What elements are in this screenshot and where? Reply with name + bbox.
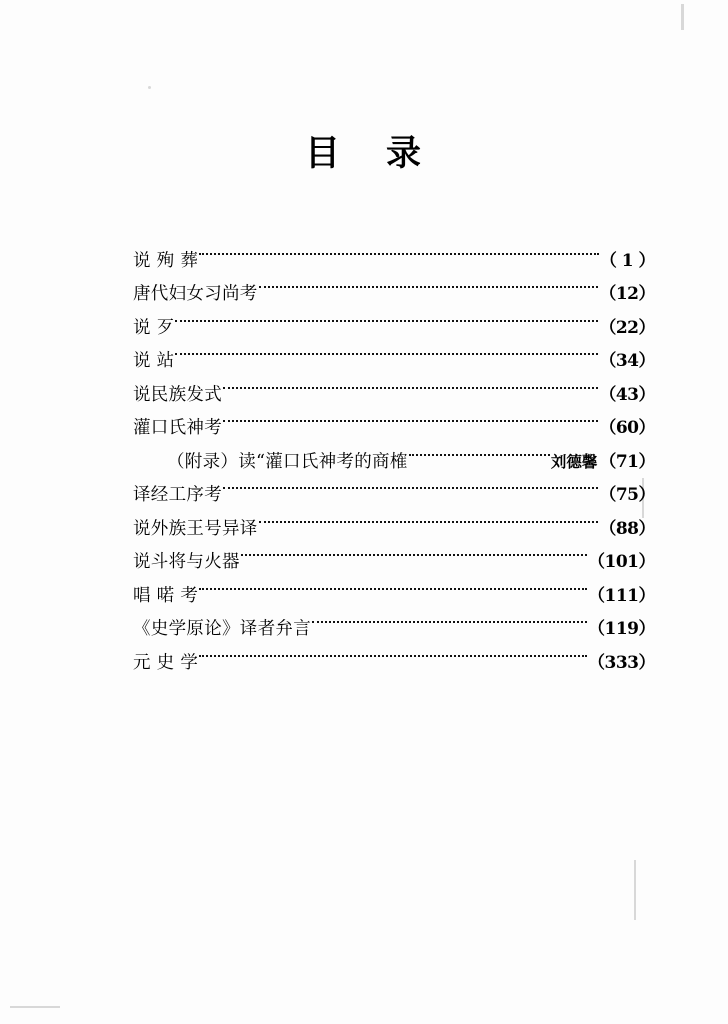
toc-entry-label: 元 史 学 xyxy=(133,652,199,673)
page-title-char-1: 目 xyxy=(304,133,342,174)
table-of-contents xyxy=(133,232,655,673)
toc-leader-dots xyxy=(409,433,550,467)
toc-entry[interactable] xyxy=(133,266,655,304)
page-title xyxy=(0,126,728,176)
toc-entry-page-number: （22） xyxy=(599,317,655,338)
toc-entry-page-number: （75） xyxy=(599,485,655,505)
toc-entry-page-number: （34） xyxy=(599,351,655,371)
toc-leader-dots xyxy=(199,567,587,601)
toc-leader-dots xyxy=(259,500,599,534)
toc-entry-page-number: （333） xyxy=(588,652,655,673)
toc-entry-page-number: （119） xyxy=(588,619,655,639)
toc-entry[interactable] xyxy=(133,634,655,673)
toc-entry[interactable] xyxy=(133,567,655,606)
toc-leader-dots xyxy=(199,232,599,266)
toc-entry-page-number: （60） xyxy=(599,418,655,438)
toc-leader-dots xyxy=(175,333,598,367)
toc-leader-dots xyxy=(175,299,598,333)
scan-artifact-low-right xyxy=(634,860,636,920)
toc-entry-label: （附录）读“灌口氏神考的商榷 xyxy=(167,451,408,472)
toc-entry-label: 说 站 xyxy=(133,351,175,371)
toc-entry-page-number: （ 1 ） xyxy=(599,250,655,271)
toc-leader-dots xyxy=(223,400,598,434)
toc-entry-page-number: （88） xyxy=(599,518,655,539)
toc-entry-label: 译经工序考 xyxy=(133,485,222,505)
toc-entry-label: 《史学原论》译者弁言 xyxy=(133,619,311,639)
toc-entry-page-number: （43） xyxy=(599,384,655,405)
toc-entry[interactable] xyxy=(133,299,655,338)
toc-leader-dots xyxy=(241,534,587,568)
toc-entry-page-number: （101） xyxy=(588,552,655,572)
toc-entry-label: 说 殉 葬 xyxy=(133,250,199,271)
toc-entry-page-number: （12） xyxy=(599,284,655,304)
toc-entry[interactable] xyxy=(133,232,655,271)
toc-leader-dots xyxy=(223,366,598,400)
toc-entry-label: 说民族发式 xyxy=(133,384,222,405)
toc-entry[interactable] xyxy=(133,601,655,639)
toc-leader-dots xyxy=(223,467,598,501)
toc-leader-dots xyxy=(199,634,587,668)
toc-leader-dots xyxy=(312,601,587,635)
toc-entry-label: 说 歹 xyxy=(133,317,175,338)
toc-entry-label: 唐代妇女习尚考 xyxy=(133,284,258,304)
scan-artifact-bottom-left xyxy=(10,1006,60,1008)
toc-entry-page-number: （71） xyxy=(599,451,655,472)
scan-artifact-left-spot xyxy=(148,86,151,89)
toc-entry-author: 刘德馨 xyxy=(550,451,598,471)
toc-entry-label: 说外族王号异译 xyxy=(133,518,258,539)
scan-artifact-top-right xyxy=(681,4,684,30)
toc-entry-label: 说斗将与火器 xyxy=(133,552,240,572)
toc-entry-label: 灌口氏神考 xyxy=(133,418,222,438)
page-title-char-2: 录 xyxy=(386,133,424,174)
toc-entry-label: 唱 喏 考 xyxy=(133,585,199,606)
toc-leader-dots xyxy=(259,266,599,300)
toc-entry[interactable] xyxy=(133,333,655,371)
toc-entry[interactable] xyxy=(133,366,655,405)
toc-entry-page-number: （111） xyxy=(588,585,655,606)
